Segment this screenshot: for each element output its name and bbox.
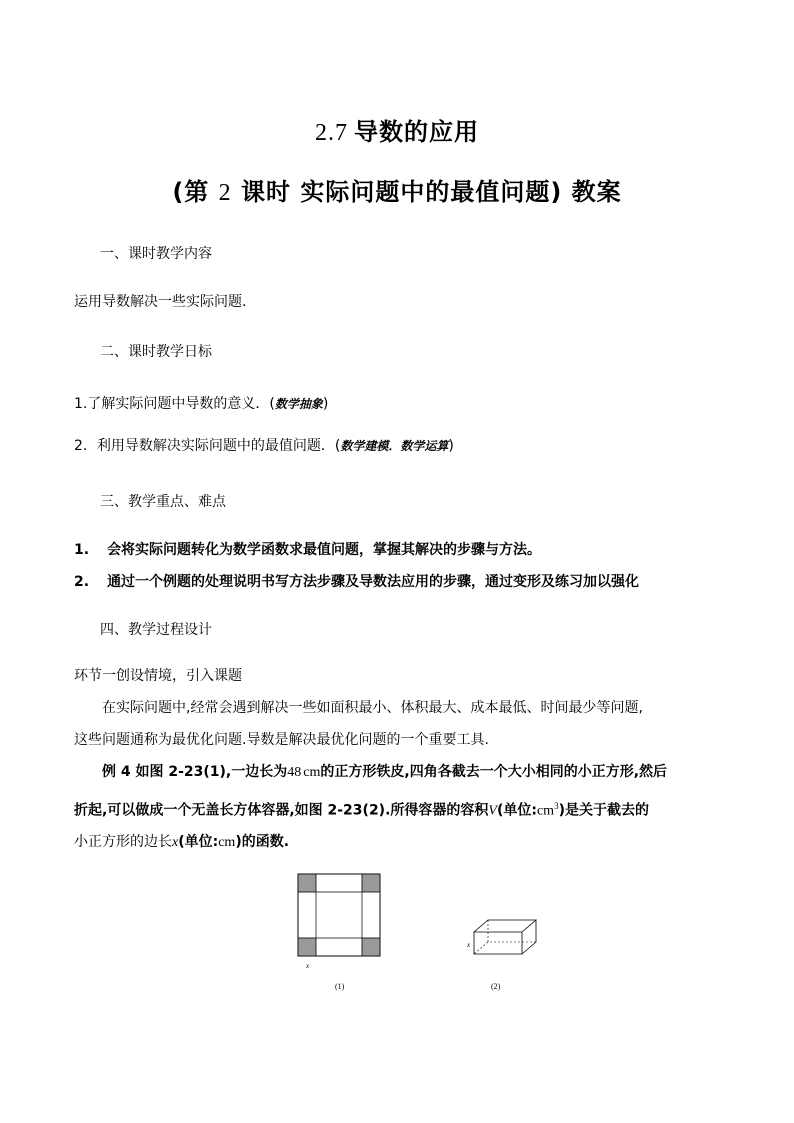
section-2-heading: 二、课时教学日标: [100, 344, 212, 360]
section-1-heading: 一、课时教学内容: [100, 246, 212, 262]
side-label-x: x: [306, 962, 310, 970]
figure-caption-2: (2): [491, 982, 501, 991]
cut-corner-bottom-right: [362, 938, 380, 956]
title-section-number: 2.7: [315, 120, 348, 146]
page-subtitle: [0, 172, 794, 207]
square-sheet-figure: [296, 872, 386, 972]
title-text: 导数的应用: [354, 118, 479, 146]
section-1-body: 运用导数解决一些实际问题．: [74, 294, 256, 310]
box-top-rim: [474, 920, 536, 932]
box-side: [522, 920, 536, 954]
box-front: [474, 932, 522, 954]
open-box-figure: [466, 914, 542, 960]
section-3-heading: 三、教学重点、难点: [100, 494, 226, 510]
section-2-item-2: 2．利用导数解决实际问题中的最值问题．(数学建模．数学运算): [74, 438, 454, 454]
example-line-1: 例 4 如图 2-23(1),一边长为48 cm的正方形铁皮,四角各截去一个大小相同的小正方形,然后: [102, 764, 668, 780]
subtitle-number: 2: [218, 180, 232, 206]
hidden-edge: [488, 920, 536, 942]
hidden-edge: [474, 942, 488, 954]
example-line-2: 折起,可以做成一个无盖长方体容器,如图 2-23(2).所得容器的容积V(单位$:cm^3$)是关于截去的: [74, 801, 649, 819]
page-title: [0, 112, 794, 147]
competency-tag: 数学建模．数学运算: [340, 439, 449, 453]
paragraph-line: 这些问题通称为最优化问题.导数是解决最优化问题的一个重要工具.: [74, 732, 489, 748]
paragraph-line: 在实际问题中,经常会遇到解决一些如面积最小、体积最大、成本最低、时间最少等问题,: [102, 700, 643, 716]
cut-corner-top-right: [362, 874, 380, 892]
subtitle-open: (第: [172, 178, 210, 206]
competency-tag: 数学抽象: [274, 397, 323, 411]
section-3-item-1: 1. 会将实际问题转化为数学函数求最值问题，掌握其解决的步骤与方法。: [74, 542, 542, 558]
link-1-heading: 环节一创设情境，引入课题: [74, 668, 242, 684]
cut-corner-bottom-left: [298, 938, 316, 956]
cut-corner-top-left: [298, 874, 316, 892]
section-3-item-2: 2. 通过一个例题的处理说明书写方法步骤及导数法应用的步骤，通过变形及练习加以强化: [74, 574, 640, 590]
section-4-heading: 四、教学过程设计: [100, 622, 212, 638]
height-label-x: x: [467, 941, 471, 949]
figure-caption-1: (1): [335, 982, 345, 991]
section-2-item-1: 1.了解实际问题中导数的意义．(数学抽象): [74, 396, 329, 412]
example-line-3: 小正方形的边长x(单位:cm)的函数.: [74, 834, 290, 850]
subtitle-text: 课时 实际问题中的最值问题) 教案: [241, 178, 622, 206]
